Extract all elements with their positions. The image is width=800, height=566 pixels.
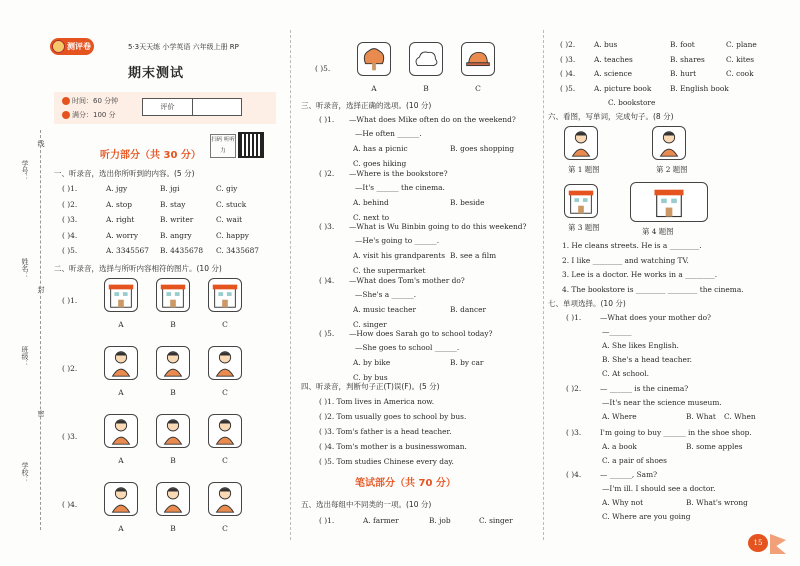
picture-caption: 第 4 题图 xyxy=(642,227,674,236)
cap-icon[interactable] xyxy=(461,42,495,76)
writing-part-title: 笔试部分（共 70 分） xyxy=(355,478,456,489)
answer-text: —He often ______. xyxy=(355,129,422,138)
true-false-row[interactable]: ( )2. Tom usually goes to school by bus. xyxy=(319,412,467,421)
student-id-label: 学号： xyxy=(21,160,29,181)
option-b[interactable]: B. beside xyxy=(450,197,485,207)
option-letter: C xyxy=(222,388,228,397)
question-text: — ______ is the cinema? xyxy=(600,384,689,393)
question-number[interactable]: ( )5. xyxy=(319,329,335,338)
picture-caption: 第 1 题图 xyxy=(568,165,600,174)
option-b[interactable]: B. by car xyxy=(450,358,484,367)
page-title: 期末测试 xyxy=(128,66,185,81)
option-c[interactable]: C. goes hiking xyxy=(353,159,407,168)
series-info: 5·3天天练 小学英语 六年级上册 RP xyxy=(128,43,239,51)
question-text: —How does Sarah go to school today? xyxy=(349,329,493,338)
question-number[interactable]: ( )2. xyxy=(319,168,335,178)
question-number[interactable]: ( )4. xyxy=(319,275,335,285)
happy-girl-icon[interactable] xyxy=(104,414,138,448)
option-c[interactable]: C. singer xyxy=(353,319,387,329)
girl-reading-icon[interactable] xyxy=(156,482,190,516)
option-c[interactable]: C. At school. xyxy=(602,369,649,378)
answer-text: —She goes to school ______. xyxy=(355,343,460,352)
fill-blank-sentence[interactable]: 4. The bookstore is ________ ________ the cinema. xyxy=(562,284,744,294)
answer-text: —She's a ______. xyxy=(355,289,417,299)
question-number[interactable]: ( )1. xyxy=(566,313,582,322)
true-false-row[interactable]: ( )5. Tom studies Chinese every day. xyxy=(319,457,454,466)
listening-part-title: 听力部分（共 30 分） xyxy=(100,150,201,161)
picture-caption: 第 3 题图 xyxy=(568,223,600,232)
teacher-icon[interactable] xyxy=(156,346,190,380)
boy-running-icon[interactable] xyxy=(104,482,138,516)
angry-girl-icon[interactable] xyxy=(208,414,242,448)
exam-badge: 测评卷 xyxy=(50,38,94,55)
option-letter: A xyxy=(118,388,124,397)
page-header xyxy=(50,38,280,54)
question-text: —Where is the bookstore? xyxy=(349,168,448,178)
true-false-row[interactable]: ( )1. Tom lives in America now. xyxy=(319,397,435,406)
option-b[interactable]: B. see a film xyxy=(450,251,497,260)
option-letter: B xyxy=(170,456,176,465)
answer-text: —It's ______ the cinema. xyxy=(355,182,445,192)
option-letter: C xyxy=(222,456,228,465)
option-c[interactable]: C. Where are you going xyxy=(602,512,691,521)
question-text: I'm going to buy ______ in the shoe shop. xyxy=(600,428,752,437)
answer-text: —______ xyxy=(602,327,632,336)
seal-char-1: 线 xyxy=(37,140,45,147)
true-false-row[interactable]: ( )4. Tom's mother is a businesswoman. xyxy=(319,442,467,451)
option-letter: A xyxy=(371,84,377,93)
answer-text: —He's going to ______. xyxy=(355,236,440,245)
fill-blank-sentence[interactable]: 2. I like ________ and watching TV. xyxy=(562,255,689,265)
option-letter: C xyxy=(222,320,228,329)
answer-text: —I'm ill. I should see a doctor. xyxy=(602,484,716,493)
option-a[interactable]: A. Why not xyxy=(602,498,644,507)
option-letter: B xyxy=(170,524,176,533)
question-text: —What does Tom's mother do? xyxy=(349,275,465,285)
binding-dash-line xyxy=(40,130,41,530)
column-divider xyxy=(290,30,291,540)
section-5-title: 五、选出每组中不同类的一项。(10 分) xyxy=(301,500,432,509)
column-3: ( )2. A. bus B. foot C. plane ( )3. A. teaches B. shares C. kites ( )4. A. science B. hurt C. cook ( )5. A. picture book B. English book C. bookstore 六、看图，写单词，完成句子。(8 分) 第 1 题图 第 2 题图 第 3 题图 第 4 题图 1. He cleans streets. He is a ________. 2. I like ________ and watching TV. 3. Lee is a doctor. He works in a ________. 4. The bookstore is ________ ________ the cinema. 七、单项选择。(10 分) ( )1. —What does your mother do? —______ A. She likes English. B. She's a head teacher. C. At school. ( )2. — ______ is the cinema? —It's near the science museum. A. Where B. What C. When ( )3. I'm going to buy ______ in the shoe shop. A. a book B. some apples C. a pair of shoes ( )4. — ______, Sam? —I'm ill. I should see a doctor. A. Why not B. What's wrong C. Where are you going xyxy=(548,40,757,521)
section-2-title: 二、听录音，选择与所听内容相符的图片。(10 分) xyxy=(54,264,222,273)
option-c[interactable]: C. a pair of shoes xyxy=(602,456,667,465)
option-b[interactable]: B. goes shopping xyxy=(450,144,515,153)
waiter-icon[interactable] xyxy=(208,346,242,380)
school-label: 学校： xyxy=(21,462,29,483)
option-letter: A xyxy=(118,456,124,465)
fill-blank-sentence[interactable]: 3. Lee is a doctor. He works in a ________. xyxy=(562,270,718,279)
store-cinema-icon[interactable] xyxy=(630,182,708,222)
bookstore-building-icon[interactable] xyxy=(208,278,242,312)
question-number[interactable]: ( )3. xyxy=(566,428,582,437)
option-a[interactable]: A. She likes English. xyxy=(602,341,679,350)
column-divider xyxy=(543,30,544,540)
section-6-title: 六、看图，写单词，完成句子。(8 分) xyxy=(548,112,674,121)
question-text: — ______, Sam? xyxy=(600,470,658,479)
supermarket-icon[interactable] xyxy=(104,278,138,312)
swimming-icon[interactable] xyxy=(652,126,686,160)
question-number[interactable]: ( )4. xyxy=(566,470,582,479)
column-1: 测评卷 5·3天天练 小学英语 六年级上册 RP 期末测试 时间：60 分钟 满分：100 分 评价 扫码 听听力 听力部分（共 30 分） 一、听录音，选出你所听到的内容。(5 分) ( )1. A. jgy B. jgi C. giy ( )2. A. stop B. stay C. stuck ( )3. A. right B. writer C. wait ( )4. A. worry B. angry C. happy ( )5. A. 3345567 B. 4435678 C. 3435687 二、听录音，选择与所听内容相符的图片。(10 分) ( )1. A B C ( )2. A B C ( )3. A B C ( )4. A B C xyxy=(50,0,280,566)
clock-icon xyxy=(62,97,70,105)
scan-label: 扫码 听听力 xyxy=(210,134,236,158)
option-c[interactable]: C. the supermarket xyxy=(353,266,426,275)
section-3-title: 三、听录音，选择正确的选项。(10 分) xyxy=(301,101,432,110)
picture-caption: 第 2 题图 xyxy=(656,165,688,174)
question-number[interactable]: ( )1. xyxy=(319,115,335,124)
seal-char-3: 密 xyxy=(37,410,45,417)
question-number[interactable]: ( )3. xyxy=(319,222,335,231)
option-b[interactable]: B. dancer xyxy=(450,304,487,314)
check-icon xyxy=(62,111,70,119)
option-letter: B xyxy=(170,388,176,397)
evaluation-box[interactable]: 评价 xyxy=(142,98,242,116)
option-a[interactable]: A. has a picnic xyxy=(353,144,408,153)
binding-margin xyxy=(0,0,50,566)
option-b[interactable]: B. What's wrong xyxy=(686,498,748,507)
fill-blank-sentence[interactable]: 1. He cleans streets. He is a ________. xyxy=(562,241,702,250)
mascot-icon xyxy=(52,40,65,53)
option-letter: C xyxy=(475,84,481,93)
true-false-row[interactable]: ( )3. Tom's father is a head teacher. xyxy=(319,427,452,436)
section-4-title: 四、听录音，判断句子正(T)误(F)。(5 分) xyxy=(301,382,440,391)
option-b[interactable]: B. She's a head teacher. xyxy=(602,355,692,364)
option-b[interactable]: B. What xyxy=(686,412,716,421)
option-a[interactable]: A. music teacher xyxy=(353,304,417,314)
brain-icon[interactable] xyxy=(357,42,391,76)
option-a[interactable]: A. a book xyxy=(602,442,637,451)
crying-boy-icon[interactable] xyxy=(156,414,190,448)
option-c[interactable]: C. by bus xyxy=(353,373,388,382)
score-info: 满分：100 分 xyxy=(62,110,116,120)
option-c[interactable]: C. next to xyxy=(353,212,390,222)
answer-text: —It's near the science museum. xyxy=(602,398,722,407)
page-number: 15 xyxy=(748,534,768,552)
qr-code-icon[interactable] xyxy=(238,132,264,158)
option-letter: B xyxy=(170,320,176,329)
column-2: ( )5. A B C 三、听录音，选择正确的选项。(10 分) ( )1. —What does Mike often do on the weekend? —He often ______. A. has a picnic B. goes shopping C. goes hiking ( )2. —Where is the bookstore? —It's ______ the cinema. A. behind B. beside C. next to ( )3. —What is Wu Binbin going to do this weekend? —He's going to ______. A. visit his grandparents B. see a film C. the supermarket ( )4. —What does Tom's mother do? —She's a ______. A. music teacher B. dancer C. singer ( )5. —How does Sarah go to school today? —She goes to school ______. A. by bike B. by car C. by bus 四、听录音，判断句子正(T)误(F)。(5 分) ( )1. Tom lives in America now. ( )2. Tom usually goes to school by bus. ( )3. Tom's father is a head teacher. ( )4. Tom's mother is a businesswoman. ( )5. Tom studies Chinese every day. 笔试部分（共 70 分） 五、选出每组中不同类的一项。(10 分) ( )1. A. farmer B. job C. singer xyxy=(295,0,540,566)
seal-char-2: 封 xyxy=(37,286,45,293)
option-a[interactable]: A. by bike xyxy=(353,358,391,367)
option-a[interactable]: A. Where xyxy=(602,412,637,421)
question-text: —What does your mother do? xyxy=(600,313,712,322)
option-b[interactable]: B. some apples xyxy=(686,442,743,451)
question-text: —What is Wu Binbin going to do this weekend? xyxy=(349,222,527,231)
name-label: 姓名： xyxy=(21,258,29,279)
street-cleaner-icon[interactable] xyxy=(564,126,598,160)
hospital-building-icon[interactable] xyxy=(156,278,190,312)
class-label: 班级： xyxy=(21,346,29,367)
option-letter: A xyxy=(118,524,124,533)
option-a[interactable]: A. behind xyxy=(353,197,389,207)
time-info: 时间：60 分钟 xyxy=(62,96,118,106)
option-c[interactable]: C. When xyxy=(724,412,756,421)
boy-with-computer-icon[interactable] xyxy=(104,346,138,380)
question-text: —What does Mike often do on the weekend? xyxy=(349,115,516,124)
section-7-title: 七、单项选择。(10 分) xyxy=(548,299,626,308)
cloud-icon[interactable] xyxy=(409,42,443,76)
hospital-icon[interactable] xyxy=(564,184,598,218)
option-a[interactable]: A. visit his grandparents xyxy=(353,251,446,260)
option-letter: C xyxy=(222,524,228,533)
option-letter: A xyxy=(118,320,124,329)
girl-dancing-icon[interactable] xyxy=(208,482,242,516)
option-letter: B xyxy=(423,84,429,93)
question-number[interactable]: ( )2. xyxy=(566,384,582,393)
section-1-title: 一、听录音，选出你所听到的内容。(5 分) xyxy=(54,169,195,178)
